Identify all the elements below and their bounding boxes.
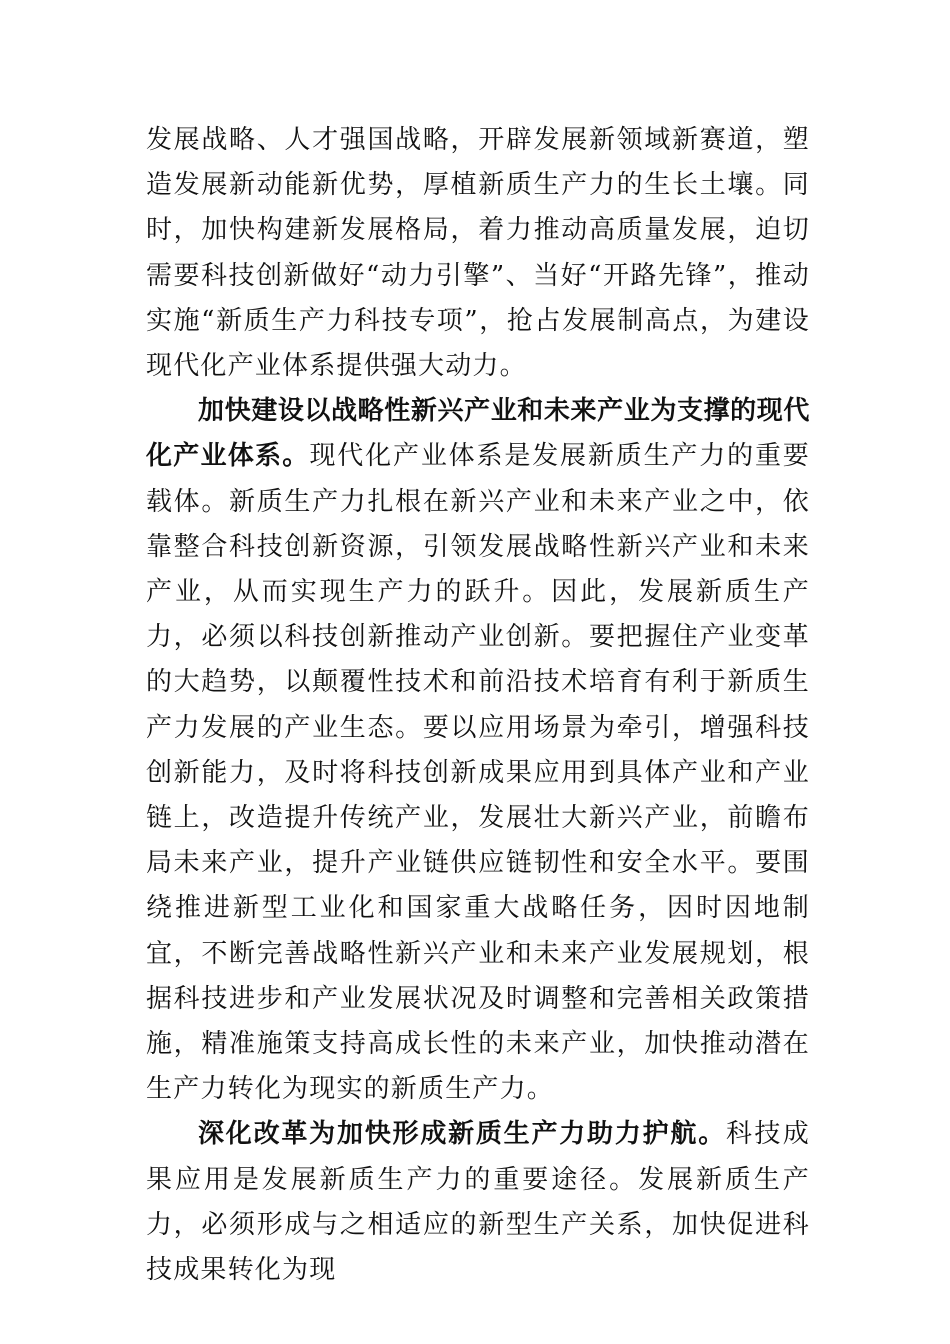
paragraph-lead-heading: 加快建设以战略性新兴产业和未来产业为支撑的现代化产业体系。 — [146, 396, 810, 472]
paragraph-text: 科技成果应用是发展新质生产力的重要途径。发展新质生产力，必须形成与之相适应的新型生产关系，加快促进科技成果转化为现 — [146, 1119, 810, 1286]
document-body — [146, 118, 810, 1293]
paragraph-text: 发展战略、人才强国战略，开辟发展新领域新赛道，塑造发展新动能新优势，厚植新质生产力的生长土壤。同时，加快构建新发展格局，着力推动高质量发展，迫切需要科技创新做好“动力引擎”、当好“开路先锋”，推动实施“新质生产力科技专项”，抢占发展制高点，为建设现代化产业体系提供强大动力。 — [146, 125, 810, 382]
paragraph-industrial-system — [146, 389, 810, 1112]
paragraph-deepen-reform — [146, 1112, 810, 1293]
paragraph-lead-heading: 深化改革为加快形成新质生产力助力护航。 — [198, 1119, 727, 1150]
paragraph-text: 现代化产业体系是发展新质生产力的重要载体。新质生产力扎根在新兴产业和未来产业之中，依靠整合科技创新资源，引领发展战略性新兴产业和未来产业，从而实现生产力的跃升。因此，发展新质生产力，必须以科技创新推动产业创新。要把握住产业变革的大趋势，以颠覆性技术和前沿技术培育有利于新质生产力发展的产业生态。要以应用场景为牵引，增强科技创新能力，及时将科技创新成果应用到具体产业和产业链上，改造提升传统产业，发展壮大新兴产业，前瞻布局未来产业，提升产业链供应链韧性和安全水平。要围绕推进新型工业化和国家重大战略任务，因时因地制宜，不断完善战略性新兴产业和未来产业发展规划，根据科技进步和产业发展状况及时调整和完善相关政策措施，精准施策支持高成长性的未来产业，加快推动潜在生产力转化为现实的新质生产力。 — [146, 441, 810, 1105]
paragraph-continuation — [146, 118, 810, 389]
